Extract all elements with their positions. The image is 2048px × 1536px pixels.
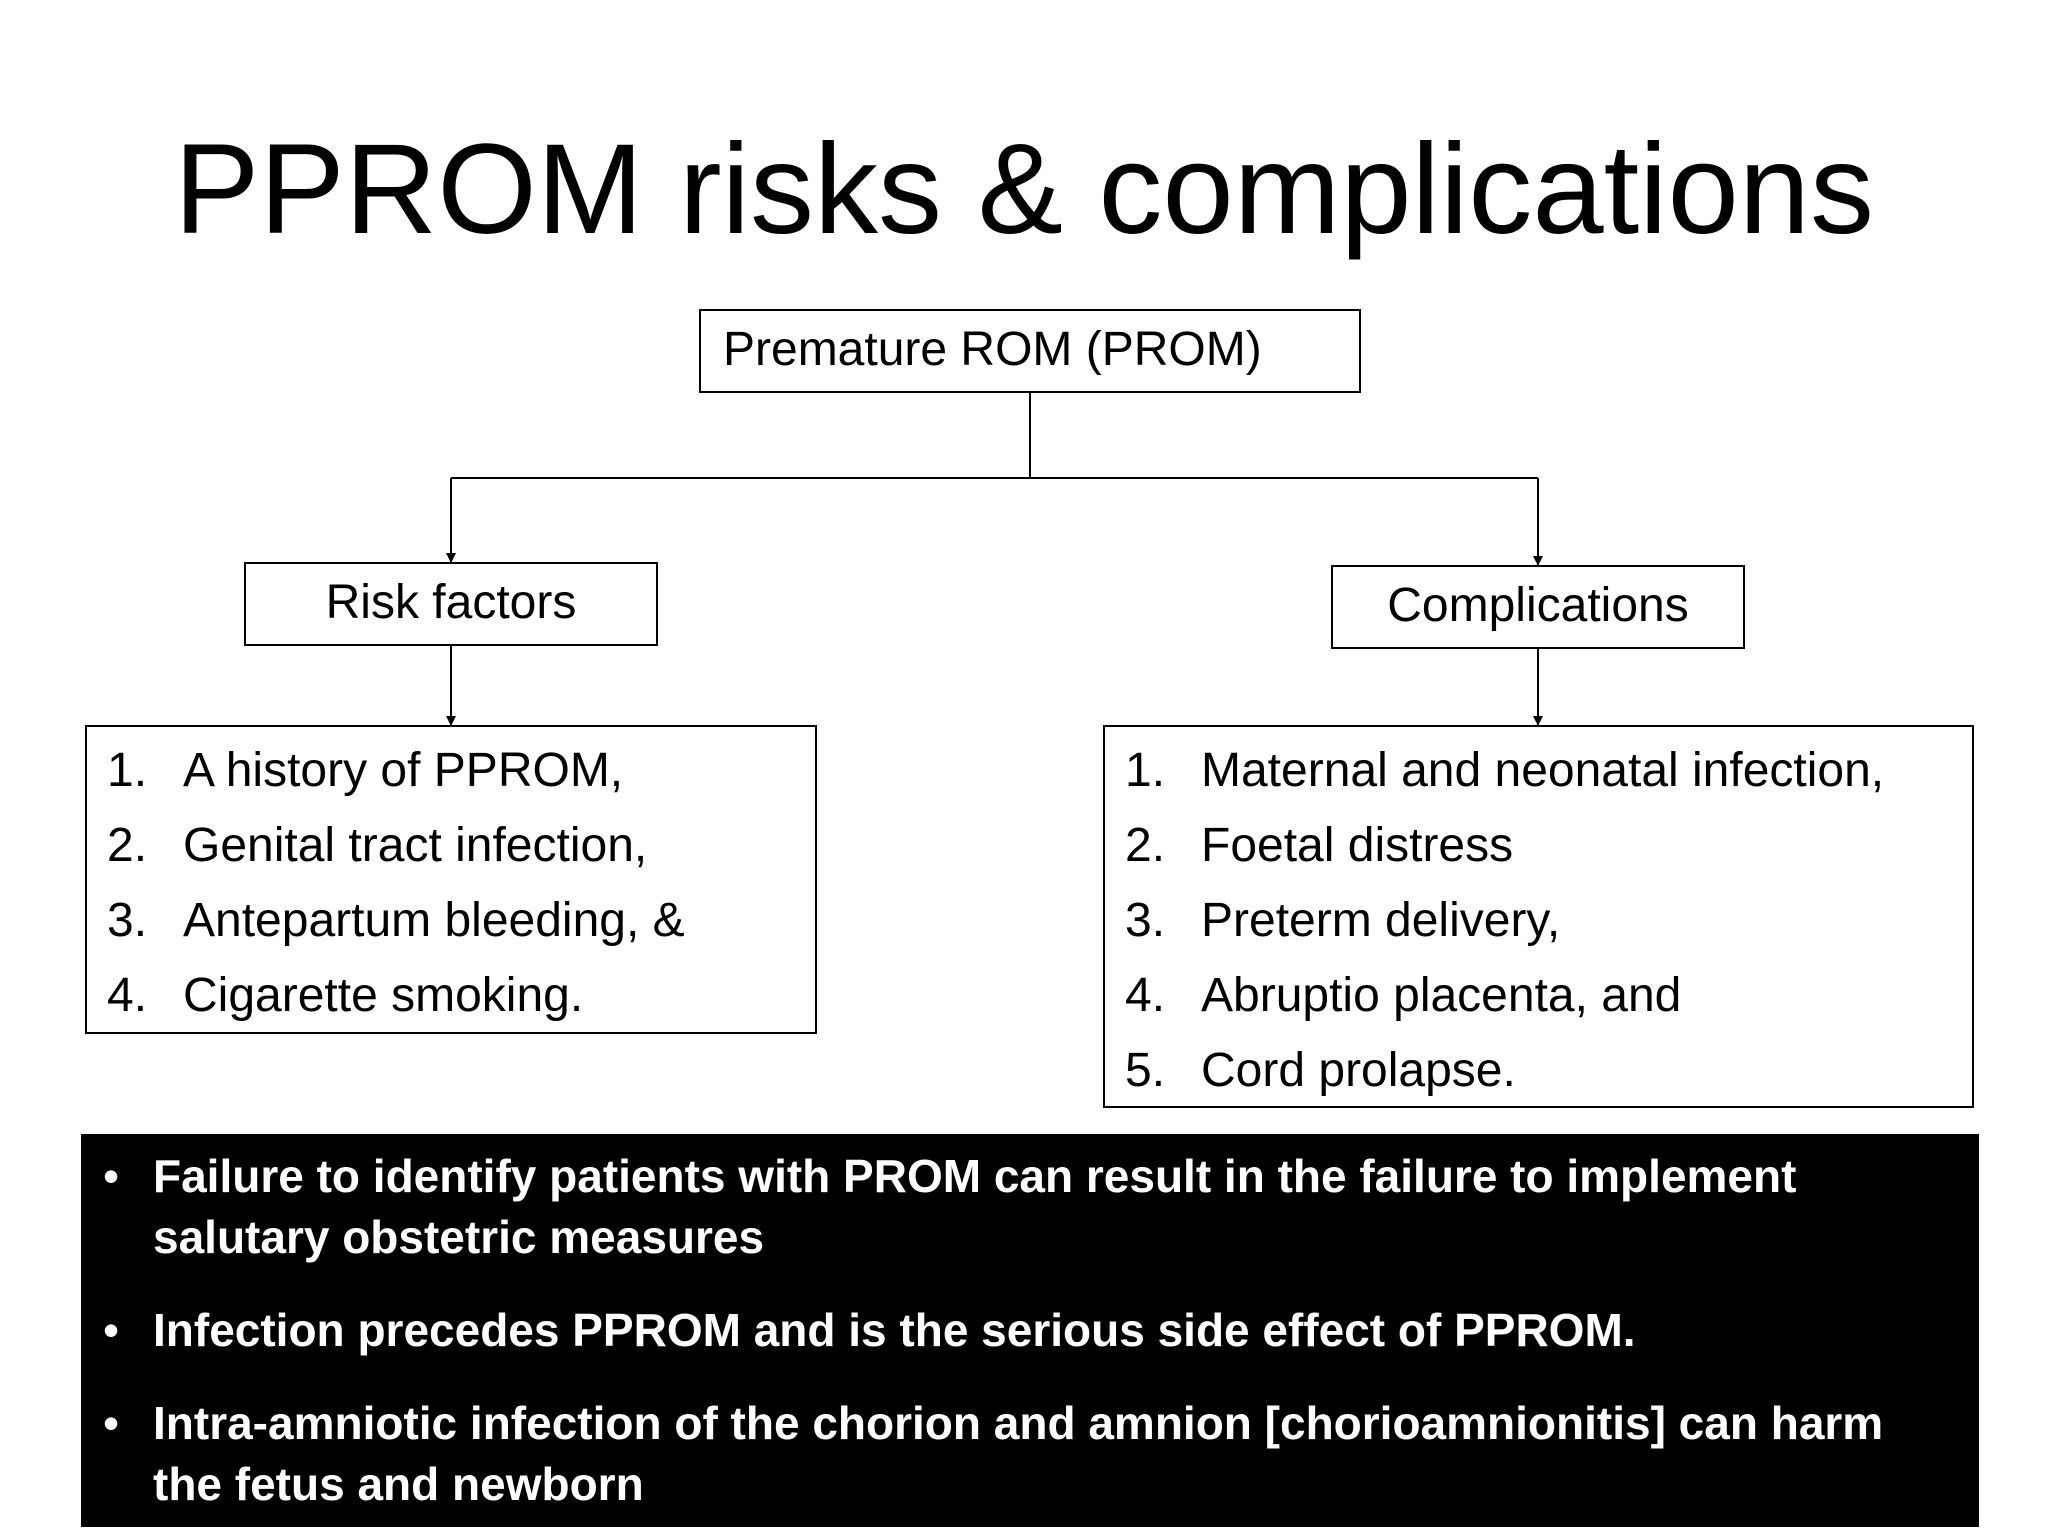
list-item: [1105, 883, 1972, 958]
risk-factors-list-box: [85, 725, 817, 1034]
list-number: 5.: [1125, 1044, 1166, 1097]
list-item: [87, 808, 815, 883]
list-number: 3.: [107, 894, 148, 947]
note-text: Failure to identify patients with PROM can result in the failure to implement salutary obstetric measures: [153, 1150, 1797, 1263]
complications-node: Complications: [1331, 565, 1745, 649]
list-item-text: Abruptio placenta, and: [1201, 969, 1682, 1022]
complications-list-box: [1103, 725, 1974, 1108]
list-number: 2.: [107, 819, 148, 872]
list-item-text: Preterm delivery,: [1201, 894, 1561, 947]
bullet-icon: •: [103, 1150, 120, 1202]
list-item: [87, 958, 815, 1033]
list-item-text: Cord prolapse.: [1201, 1044, 1516, 1097]
list-number: 1.: [107, 744, 148, 797]
note-text: Intra-amniotic infection of the chorion and amnion [chorioamnionitis] can harm the fetus and newborn: [153, 1397, 1884, 1510]
list-item: [1105, 1033, 1972, 1108]
risk-factors-node: Risk factors: [244, 562, 658, 646]
root-node-box: Premature ROM (PROM): [699, 309, 1361, 393]
note-item: [101, 1300, 1949, 1361]
bullet-icon: •: [103, 1304, 120, 1356]
list-item: [1105, 733, 1972, 808]
list-number: 2.: [1125, 819, 1166, 872]
complications-list: [1105, 733, 1972, 1108]
list-number: 1.: [1125, 744, 1166, 797]
slide-title: PPROM risks & complications: [174, 118, 1874, 261]
list-item: [87, 883, 815, 958]
list-number: 4.: [1125, 969, 1166, 1022]
list-item-text: A history of PPROM,: [183, 744, 624, 797]
notes-panel: [81, 1134, 1979, 1527]
list-item-text: Genital tract infection,: [183, 819, 648, 872]
list-item-text: Antepartum bleeding, &: [183, 894, 685, 947]
list-number: 4.: [107, 969, 148, 1022]
notes-list: [101, 1146, 1949, 1515]
note-text: Infection precedes PPROM and is the serious side effect of PPROM.: [153, 1304, 1636, 1356]
list-item: [1105, 808, 1972, 883]
list-number: 3.: [1125, 894, 1166, 947]
list-item-text: Maternal and neonatal infection,: [1201, 744, 1885, 797]
risk-factors-list: [87, 733, 815, 1033]
list-item: [87, 733, 815, 808]
bullet-icon: •: [103, 1397, 120, 1449]
list-item-text: Cigarette smoking.: [183, 969, 584, 1022]
note-item: [101, 1146, 1949, 1268]
note-item: [101, 1393, 1949, 1515]
list-item: [1105, 958, 1972, 1033]
list-item-text: Foetal distress: [1201, 819, 1514, 872]
